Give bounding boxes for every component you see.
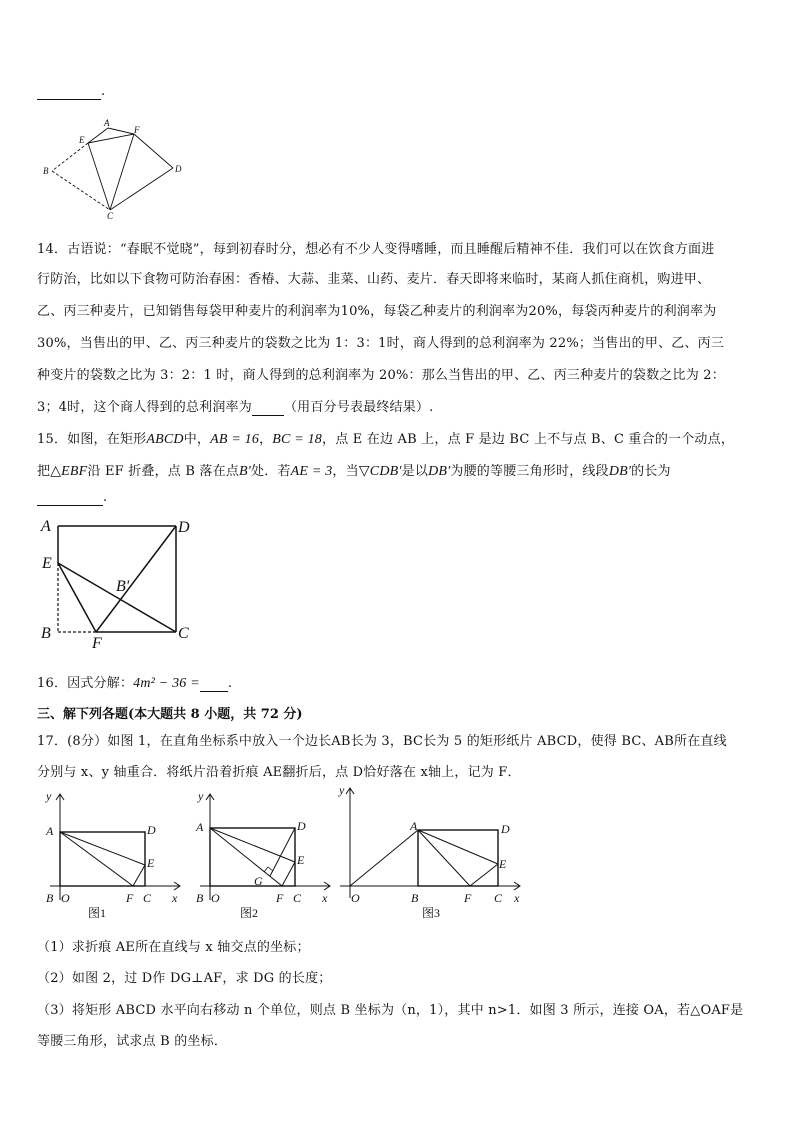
q17-line-1: 17．(8分）如图 1，在直角坐标系中放入一个边长AB长为 3，BC长为 5 的矩形纸片 ABCD，使得 BC、AB所在直线 [37,734,727,749]
q15-seg-ec [58,563,176,632]
label-f: F [464,891,472,905]
answer-blank [252,400,284,416]
answer-blank [37,84,101,100]
label-o: O [211,891,220,905]
q17-figure-2 [190,790,338,922]
answer-blank [200,676,228,692]
q13-seg-af [108,128,134,134]
q17-line-2: 分别与 x、y 轴重合．将纸片沿着折痕 AE翻折后，点 D恰好落在 x轴上，记为 F． [37,765,521,780]
label-o: O [351,891,360,905]
q17-sub-3b: 等腰三角形，试求点 B 的坐标． [37,1034,228,1049]
label-d: D [297,819,306,833]
q13-figure [40,118,190,223]
q14-line-1: 14．古语说：“春眠不觉晓”，每到初春时分，想必有不少人变得嗜睡，而且睡醒后精神不佳．我们可以在饮食方面进 [37,242,715,257]
seg-oa [350,830,418,886]
label-x: x [172,891,178,905]
q13-seg-fc [110,134,134,210]
label-b: B [46,891,54,905]
label-x: x [322,891,328,905]
q15-label-c: C [178,625,189,642]
q14-line-2: 行防治，比如以下食物可防治春困：香椿、大蒜、韭菜、山药、麦片．春天即将来临时，某商人抓住商机，购进甲、 [37,272,711,287]
right-angle-mark [264,867,273,872]
q17-sub-2: （2）如图 2，过 D作 DG⊥AF，求 DG 的长度； [37,971,332,986]
seg-ae [418,830,498,864]
q15-label-d: D [178,519,190,536]
figure-caption: 图3 [422,906,441,920]
label-d: D [501,822,510,836]
label-o: O [61,891,70,905]
figure-caption: 图1 [88,906,107,920]
q15-label-a: A [41,518,51,535]
q16-line: 16．因式分解：4m² − 36 = . [37,676,233,691]
label-y: y [339,783,345,797]
q13-label-d: D [175,164,182,174]
section-heading: 三、解下列各题(本大题共 8 小题，共 72 分) [37,707,303,722]
q13-answer-line: . [37,84,105,100]
label-c: C [494,891,503,905]
q13-seg-bc [52,171,110,210]
q15-label-e: E [42,555,52,572]
q13-seg-dc [110,168,173,210]
label-f: F [276,891,284,905]
answer-blank [37,490,103,506]
q13-label-a: A [104,118,110,128]
label-a: A [196,820,204,834]
q15-figure [38,516,198,652]
q13-seg-fd [134,134,173,168]
seg-ae [210,828,295,862]
q15-label-f: F [92,635,102,652]
q17-figure-3 [330,780,530,922]
label-g: G [254,874,263,888]
q14-line-6: 3；4时，这个商人得到的总利润率为 （用百分号表最终结果）. [37,400,434,415]
q17-sub-3a: （3）将矩形 ABCD 水平向右移动 n 个单位，则点 B 坐标为（n，1），其中 n>1．如图 3 所示，连接 OA，若△OAF是 [37,1003,744,1018]
q15-line-2: 把△EBF沿 EF 折叠，点 B 落在点B′处．若AE = 3，当▽CDB′是以DB′为腰的等腰三角形时，线段DB′的长为 [37,464,671,479]
label-b: B [411,891,419,905]
seg-af [60,832,133,886]
q15-label-b: B [41,625,51,642]
label-y: y [198,789,204,803]
label-x: x [514,891,520,905]
figure-caption: 图2 [240,906,259,920]
q13-label-b: B [43,166,49,176]
seg-ae [60,832,145,865]
q13-label-c: C [107,211,114,221]
rect-abcd [418,830,498,886]
label-e: E [499,857,507,871]
label-f: F [126,891,134,905]
label-b: B [196,891,204,905]
label-e: E [297,853,305,867]
label-e: E [147,856,155,870]
label-a: A [46,824,54,838]
q13-label-f: F [134,125,140,135]
seg-af [418,830,470,886]
q15-seg-df [96,526,176,632]
q13-label-e: E [79,135,85,145]
q15-label-bprime: B′ [116,578,130,595]
q14-line-3: 乙、丙三种麦片，已知销售每袋甲种麦片的利润率为10%，每袋乙种麦片的利润率为20%，每袋丙种麦片的利润率为 [37,304,717,319]
seg-fe [133,865,145,886]
label-a: A [410,819,418,833]
seg-fe [470,864,498,886]
q13-seg-ec [88,143,110,210]
label-d: D [147,823,156,837]
q17-figure-1 [40,790,188,922]
seg-af [210,828,282,886]
rect-abcd [60,832,145,886]
seg-fe [282,862,295,886]
label-y: y [46,789,52,803]
q15-line-3: . [37,490,107,506]
q15-line-1: 15．如图，在矩形ABCD中，AB = 16，BC = 18，点 E 在边 AB 上，点 F 是边 BC 上不与点 B、C 重合的一个动点， [37,432,735,447]
q14-line-5: 种变片的袋数之比为 3：2：1 时，商人得到的总利润率为 20%：那么当售出的甲、乙、丙三种麦片的袋数之比为 2： [37,368,725,383]
q14-line-4: 30%，当售出的甲、乙、丙三种麦片的袋数之比为 1：3：1时，商人得到的总利润率为 22%；当售出的甲、乙、丙三 [37,336,725,351]
q17-sub-1: （1）求折痕 AE所在直线与 x 轴交点的坐标； [37,940,310,955]
label-c: C [143,891,152,905]
label-c: C [293,891,302,905]
q13-seg-eb [52,143,88,171]
q13-seg-ef [88,134,134,143]
